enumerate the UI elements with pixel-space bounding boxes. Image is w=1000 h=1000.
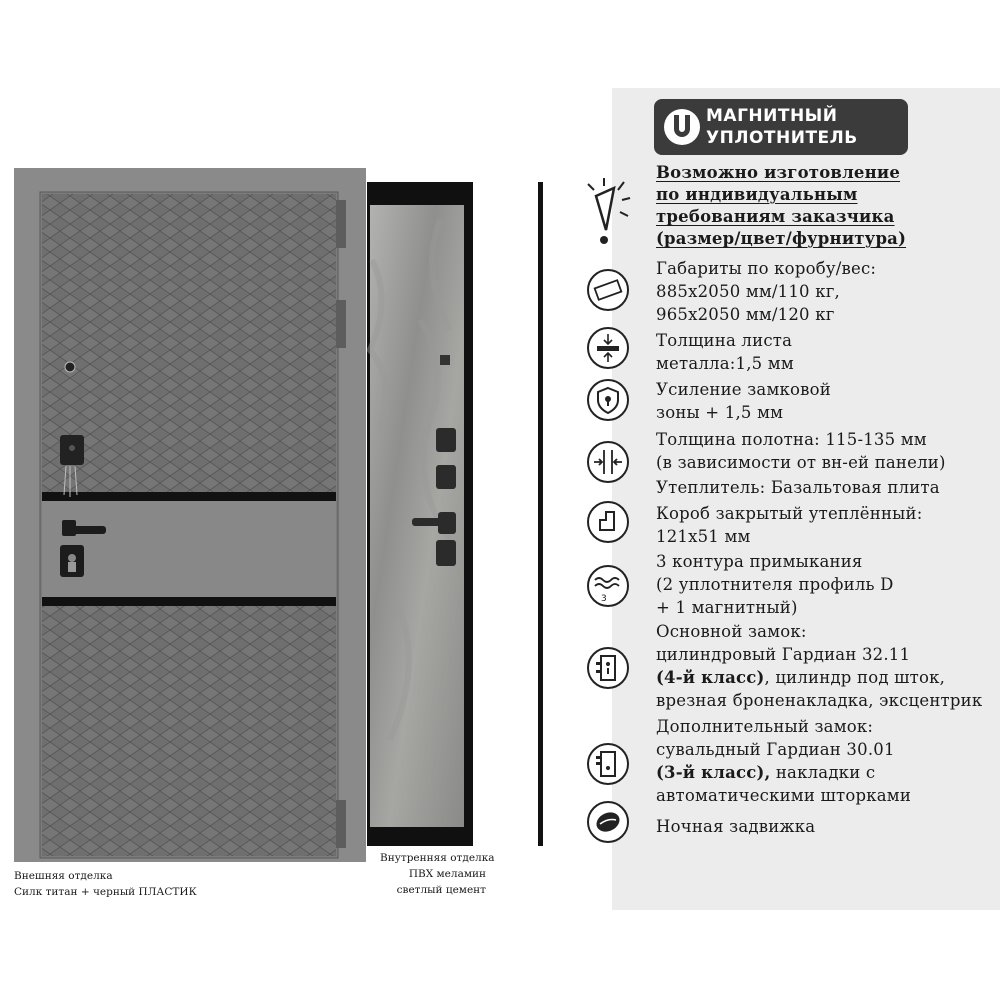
black-strip-top [42, 492, 336, 501]
magnet-icon [662, 105, 702, 149]
spec-main-lock: Основной замок: цилиндровый Гардиан 32.11 (4-й класс), цилиндр под шток, врезная броненакладка, эксцентрик [656, 622, 983, 710]
magnetic-seal-badge: МАГНИТНЫЙ УПЛОТНИТЕЛЬ [654, 99, 908, 155]
night-latch-icon [586, 800, 630, 844]
spec-frame: Короб закрытый утеплённый: 121х51 мм [656, 504, 923, 546]
spec-sheet-thickness: Толщина листа металла:1,5 мм [656, 331, 794, 373]
alert-icon [580, 178, 640, 248]
outer-handle [62, 526, 106, 534]
inner-handle [412, 518, 452, 526]
outer-bottom-panel [42, 606, 336, 856]
spec-lock-reinforcement: Усиление замковой зоны + 1,5 мм [656, 380, 831, 422]
spec-contours: 3 контура примыкания (2 уплотнителя профиль D + 1 магнитный) [656, 552, 894, 617]
inner-cylinder-plate [436, 540, 456, 566]
leaf-thickness-icon [586, 440, 630, 484]
peephole-icon [65, 362, 75, 372]
black-strip-bottom [42, 597, 336, 606]
spec-dimensions: Габариты по коробу/вес: 885x2050 мм/110 кг, 965x2050 мм/120 кг [656, 259, 877, 324]
custom-order-notice: Возможно изготовление по индивидуальным требованиям заказчика (размер/цвет/фурнитура) [656, 163, 907, 248]
sheet-thickness-icon [586, 326, 630, 370]
spec-extra-lock: Дополнительный замок: сувальдный Гардиан 30.01 (3-й класс), накладки с автоматическими шторками [656, 717, 912, 805]
lever-lock-icon [586, 742, 630, 786]
hinge-mid [336, 300, 346, 348]
ruler-icon [586, 268, 630, 312]
outer-finish-caption: Внешняя отделка Силк титан + черный ПЛАСТИК [14, 870, 197, 898]
shield-icon [586, 378, 630, 422]
outer-middle-panel [42, 501, 336, 597]
hinge-top [336, 200, 346, 248]
inner-lock-plate [436, 428, 456, 452]
svg-text:3: 3 [601, 594, 607, 604]
outer-top-panel [42, 194, 336, 492]
hinge-bottom [336, 800, 346, 848]
frame-profile-icon [586, 500, 630, 544]
spec-leaf-thickness: Толщина полотна: 115-135 мм (в зависимости от вн-ей панели) [656, 430, 946, 472]
spec-insulation: Утеплитель: Базальтовая плита [656, 478, 940, 497]
vertical-divider [538, 182, 543, 846]
spec-night-latch: Ночная задвижка [656, 817, 816, 836]
seal-contours-icon [586, 564, 630, 608]
inner-finish-caption: Внутренняя отделка ПВХ меламин светлый цемент [380, 852, 495, 896]
cylinder-lock-icon [586, 646, 630, 690]
